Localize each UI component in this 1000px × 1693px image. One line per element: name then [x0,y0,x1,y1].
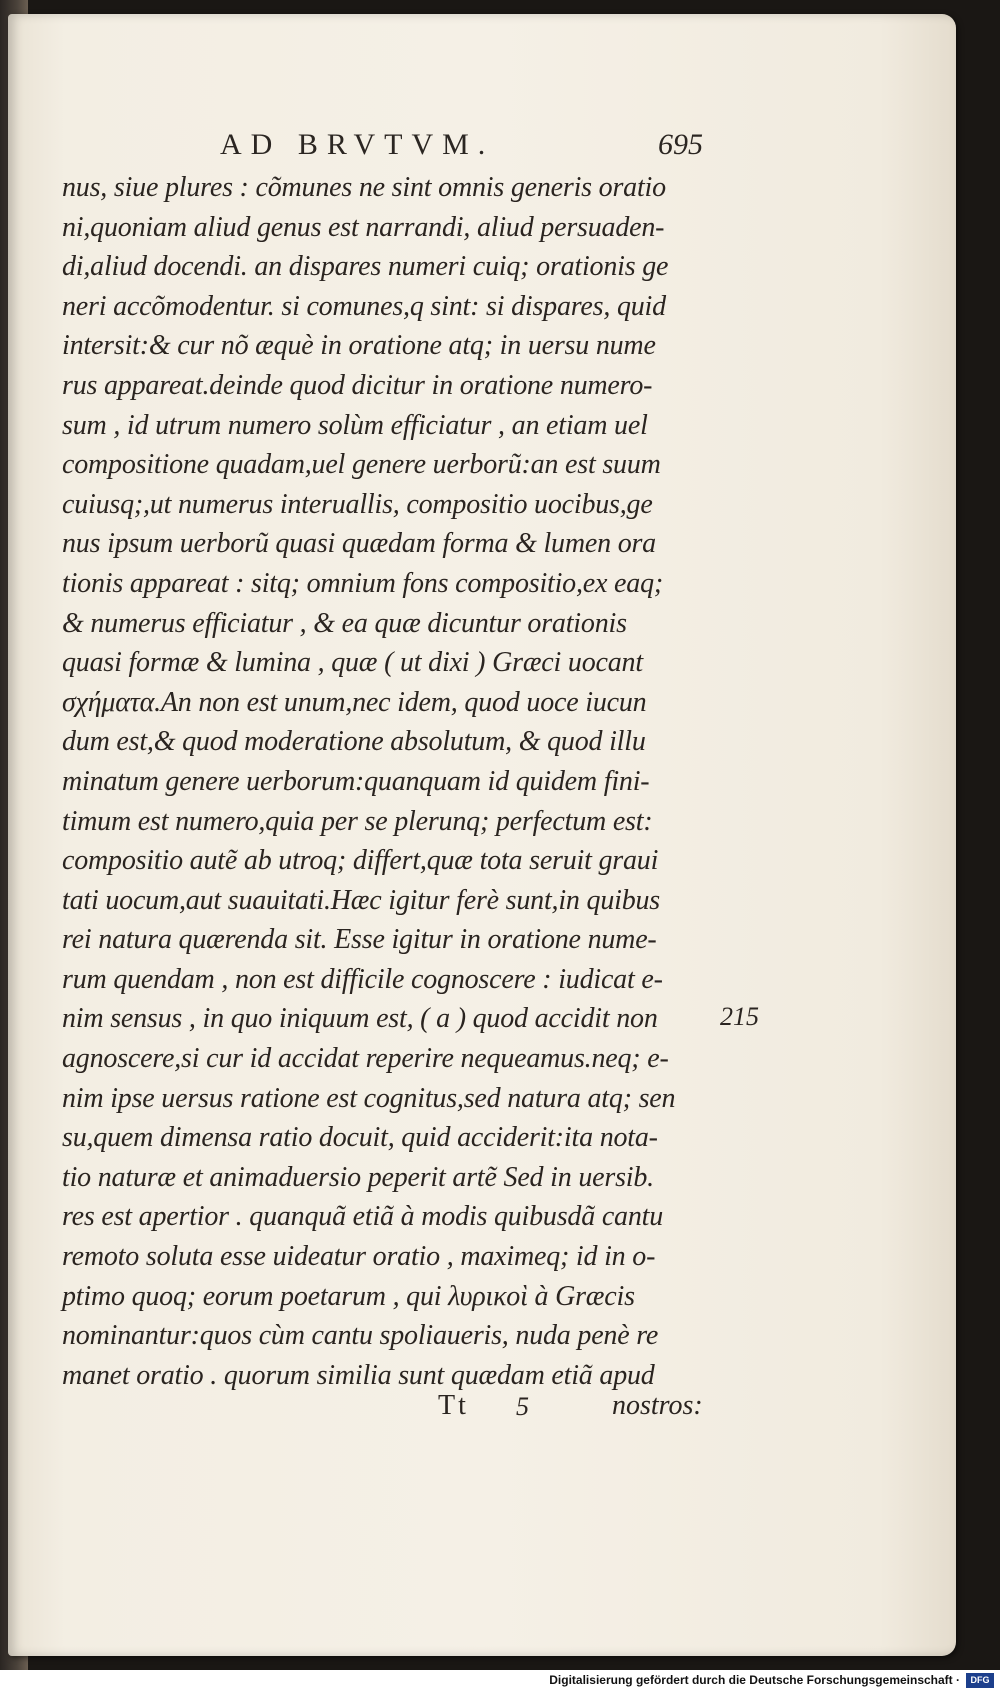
text-line: compositione quadam,uel genere uerborũ:an est suum [62,449,661,481]
body-text [62,168,722,1395]
text-line: cuiusq;,ut numerus interuallis, compositio uocibus,ge [62,488,653,520]
text-line: di,aliud docendi. an dispares numeri cuiq; orationis ge [62,251,669,283]
text-line: minatum genere uerborum:quanquam id quidem fini- [62,765,650,797]
catchword: nostros: [612,1390,703,1421]
text-line: rus appareat.deinde quod dicitur in oratione numero- [62,369,653,401]
book-page [8,14,956,1656]
text-line: nus ipsum uerborũ quasi quædam forma & lumen ora [62,528,656,560]
text-line: & numerus efficiatur , & ea quæ dicuntur orationis [62,607,627,639]
text-line: nominantur:quos cùm cantu spoliaueris, nuda penè re [62,1320,659,1352]
text-line: tio naturæ et animaduersio peperit artẽ Sed in uersib. [62,1161,654,1193]
text-line: su,quem dimensa ratio docuit, quid acciderit:ita nota- [62,1122,658,1154]
text-line: ptimo quoq; eorum poetarum , qui λυρικοὶ à Græcis [62,1280,635,1312]
margin-note: 215 [720,1002,759,1031]
page-number: 695 [658,128,703,161]
text-line: rum quendam , non est difficile cognoscere : iudicat e- [62,963,663,995]
text-line: timum est numero,quia per se plerunq; perfectum est: [62,805,653,837]
text-line: rei natura quærenda sit. Esse igitur in oratione nume- [62,924,657,956]
text-line: tati uocum,aut suauitati.Hæc igitur ferè sunt,in quibus [62,884,661,916]
text-line: dum est,& quod moderatione absolutum, & quod illu [62,726,646,758]
text-line: intersit:& cur nõ æquè in oratione atq; in uersu nume [62,330,656,362]
signature-mark: Tt [438,1390,469,1421]
text-line: nim sensus , in quo iniquum est, ( a ) quod accidit non [62,1003,658,1035]
text-line: res est apertior . quanquã etiã à modis quibusdã cantu [62,1201,664,1233]
text-line: neri accõmodentur. si comunes,q sint: si dispares, quid [62,290,666,322]
signature-number: 5 [516,1392,529,1421]
text-line: σχήματα.An non est unum,nec idem, quod uoce iucun [62,686,647,718]
text-line: nus, siue plures : cõmunes ne sint omnis generis oratio [62,172,666,203]
text-line: remoto soluta esse uideatur oratio , maximeq; id in o- [62,1241,656,1273]
text-line: manet oratio . quorum similia sunt quædam etiã apud [62,1359,655,1391]
text-line: compositio autẽ ab utroq; differt,quæ tota seruit graui [62,845,659,877]
text-line: ni,quoniam aliud genus est narrandi, aliud persuaden- [62,211,665,243]
running-head: AD BRVTVM. [220,128,495,161]
digitization-footer [0,1670,1000,1693]
text-line: sum , id utrum numero solùm efficiatur , an etiam uel [62,409,648,441]
text-line: quasi formæ & lumina , quæ ( ut dixi ) Græci uocant [62,647,643,679]
text-line: agnoscere,si cur id accidat reperire nequeamus.neq; e- [62,1043,669,1075]
footer-credit: Digitalisierung gefördert durch die Deutsche Forschungsgemeinschaft · [549,1673,960,1687]
text-line: nim ipse uersus ratione est cognitus,sed natura atq; sen [62,1082,676,1114]
dfg-logo-icon: DFG [966,1673,994,1688]
text-line: tionis appareat : sitq; omnium fons compositio,ex eaq; [62,567,663,599]
